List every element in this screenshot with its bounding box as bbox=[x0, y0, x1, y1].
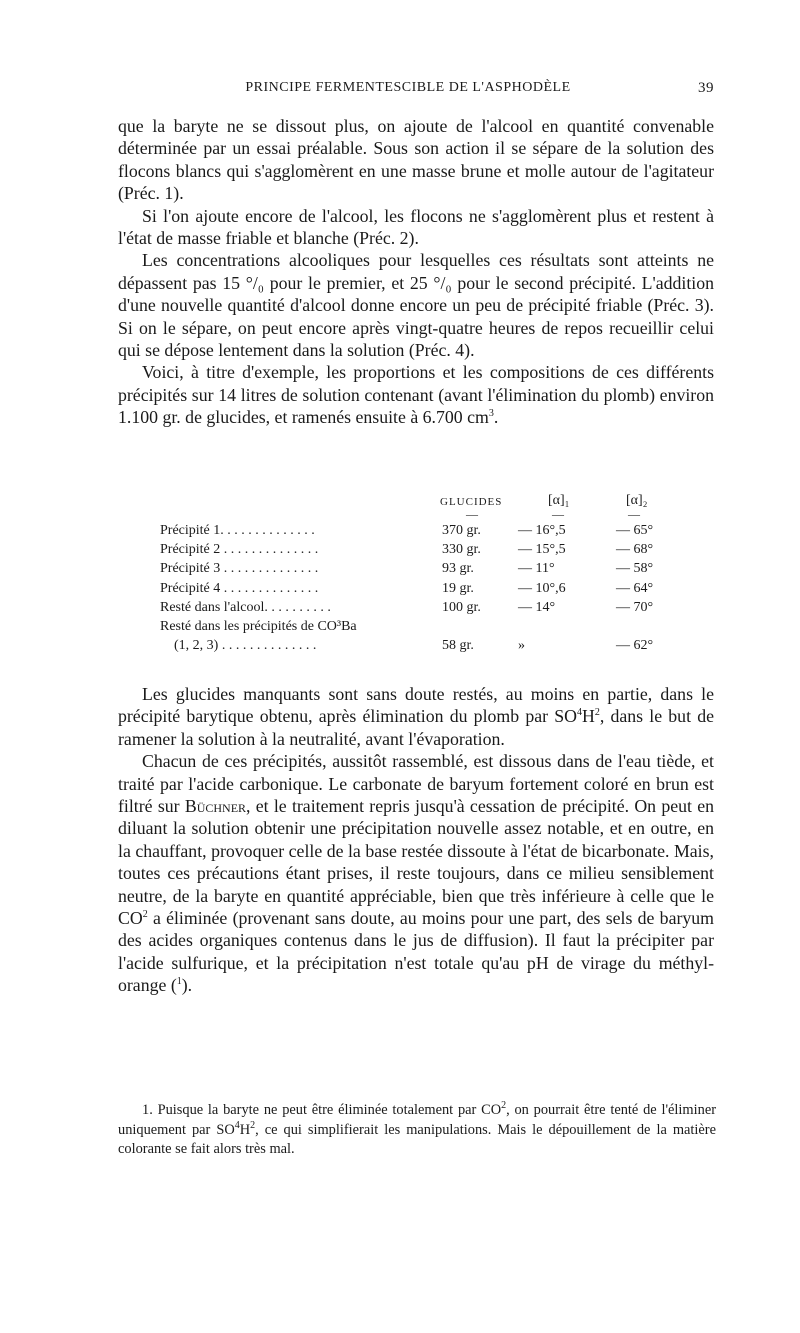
table-row bbox=[160, 523, 720, 542]
cell-glucides: 58 gr. bbox=[442, 638, 474, 654]
row-label: Précipité 1. . . . . . . . . . . . . . bbox=[160, 523, 315, 538]
header-rule: — bbox=[552, 507, 564, 521]
row-label: (1, 2, 3) . . . . . . . . . . . . . . bbox=[160, 638, 317, 654]
table-row bbox=[160, 561, 720, 580]
cell-alpha2: — 70° bbox=[616, 599, 654, 615]
cell-glucides: 330 gr. bbox=[442, 542, 481, 558]
cell-alpha2: — 68° bbox=[616, 542, 654, 558]
cell-alpha2: — 64° bbox=[616, 580, 654, 596]
column-header-alpha2: [α]₂ bbox=[626, 493, 648, 508]
row-label: Précipité 3 . . . . . . . . . . . . . . bbox=[160, 561, 319, 577]
column-header-glucides: GLUCIDES bbox=[440, 496, 503, 508]
author-name: Büchner bbox=[184, 796, 247, 817]
cell-glucides: 370 gr. bbox=[442, 523, 481, 538]
cell-alpha1: — 10°,6 bbox=[518, 580, 566, 596]
cell-alpha2: — 65° bbox=[616, 523, 654, 538]
header-rule: — bbox=[466, 507, 478, 521]
table-body bbox=[160, 523, 720, 657]
cell-alpha1: — 14° bbox=[518, 599, 556, 615]
footnote bbox=[118, 1101, 716, 1160]
body-text-upper bbox=[118, 115, 714, 429]
cell-alpha2: — 62° bbox=[616, 638, 654, 654]
cell-alpha2: — 58° bbox=[616, 561, 654, 577]
paragraph: que la baryte ne se dissout plus, on ajoute de l'alcool en quantité convenable déterminée par un essai préalable. Sous son action il se sépare de la solution des flocons blancs qui s'agglomèrent en une masse brune et molle autour de l'agitateur (Préc. 1). bbox=[118, 116, 714, 204]
cell-alpha1: — 11° bbox=[518, 561, 555, 577]
row-label: Resté dans les précipités de CO³Ba bbox=[160, 618, 357, 634]
table-row bbox=[160, 638, 720, 657]
precipitates-table bbox=[160, 493, 720, 657]
footnote-ref: 1 bbox=[176, 976, 182, 988]
paragraph: Chacun de ces précipités, aussitôt rassemblé, est dissous dans de l'eau tiède, et traité par l'acide carbonique. Le carbonate de baryum fortement coloré en brun est filtré sur Büchner, et le traitement repris jusqu'à cessation de précipité. On peut en diluant la solution obtenir une précipitation nouvelle assez notable, et en outre, en la chauffant, provoquer celle de la base restée dissoute à l'état de bicarbonate. Mais, toutes ces précautions étant prises, il reste toujours, dans ce milieu sensiblement neutre, de la baryte en quantité appréciable, bien que très inférieure à celle que le $CO^2$ a éliminée (provenant sans doute, au moins pour une part, des sels de baryum des acides organiques contenus dans le jus de diffusion). Il faut la précipiter par l'acide sulfurique, et la précipitation n'est totale qu'au pH de virage du méthyl-orange ($^1$). bbox=[118, 751, 714, 996]
footnote-text: 1. Puisque la baryte ne peut être éliminée totalement par $CO^2$, on pourrait être tenté de l'éliminer uniquement par $SO^4H^2$, ce qui simplifierait les manipulations. Mais le dépouillement de la matière colorante se fait alors très mal. bbox=[118, 1100, 716, 1157]
paragraph: Voici, à titre d'exemple, les proportions et les compositions de ces différents précipités sur 14 litres de solution contenant (avant l'élimination du plomb) environ 1.100 gr. de glucides, et ramenés ensuite à 6.700 $cm^3$. bbox=[118, 362, 714, 428]
page-number: 39 bbox=[698, 80, 714, 96]
row-label: Précipité 4 . . . . . . . . . . . . . . bbox=[160, 580, 319, 596]
body-text-lower bbox=[118, 683, 714, 997]
table-header bbox=[160, 493, 720, 523]
paragraph: Les concentrations alcooliques pour lesquelles ces résultats sont atteints ne dépassent pas 15 °/₀ pour le premier, et 25 °/₀ pour le second précipité. L'addition d'une nouvelle quantité d'alcool donne encore un peu de précipité friable (Préc. 3). Si on le sépare, on peut encore après vingt-quatre heures de repos recueillir celui qui se dépose lentement dans la solution (Préc. 4). bbox=[118, 250, 714, 361]
cell-glucides: 93 gr. bbox=[442, 561, 474, 577]
cell-alpha1: — 15°,5 bbox=[518, 542, 566, 558]
cell-glucides: 19 gr. bbox=[442, 580, 474, 596]
table-row bbox=[160, 581, 720, 600]
row-label: Précipité 2 . . . . . . . . . . . . . . bbox=[160, 542, 319, 558]
running-title: PRINCIPE FERMENTESCIBLE DE L'ASPHODÈLE bbox=[245, 80, 571, 95]
paragraph: Les glucides manquants sont sans doute restés, au moins en partie, dans le précipité barytique obtenu, après élimination du plomb par $SO^4H^2$, dans le but de ramener la solution à la neutralité, avant l'évaporation. bbox=[118, 684, 714, 749]
cell-alpha1: — 16°,5 bbox=[518, 523, 566, 538]
row-label: Resté dans l'alcool. . . . . . . . . . bbox=[160, 599, 331, 615]
table-row bbox=[160, 542, 720, 561]
running-header bbox=[118, 80, 714, 102]
paragraph: Si l'on ajoute encore de l'alcool, les flocons ne s'agglomèrent plus et restent à l'état de masse friable et blanche (Préc. 2). bbox=[118, 205, 714, 249]
cell-glucides: 100 gr. bbox=[442, 599, 481, 615]
column-header-alpha1: [α]₁ bbox=[548, 493, 570, 508]
table-row bbox=[160, 619, 720, 638]
cell-alpha1: » bbox=[518, 638, 525, 654]
header-rule: — bbox=[628, 507, 640, 521]
table-row bbox=[160, 600, 720, 619]
